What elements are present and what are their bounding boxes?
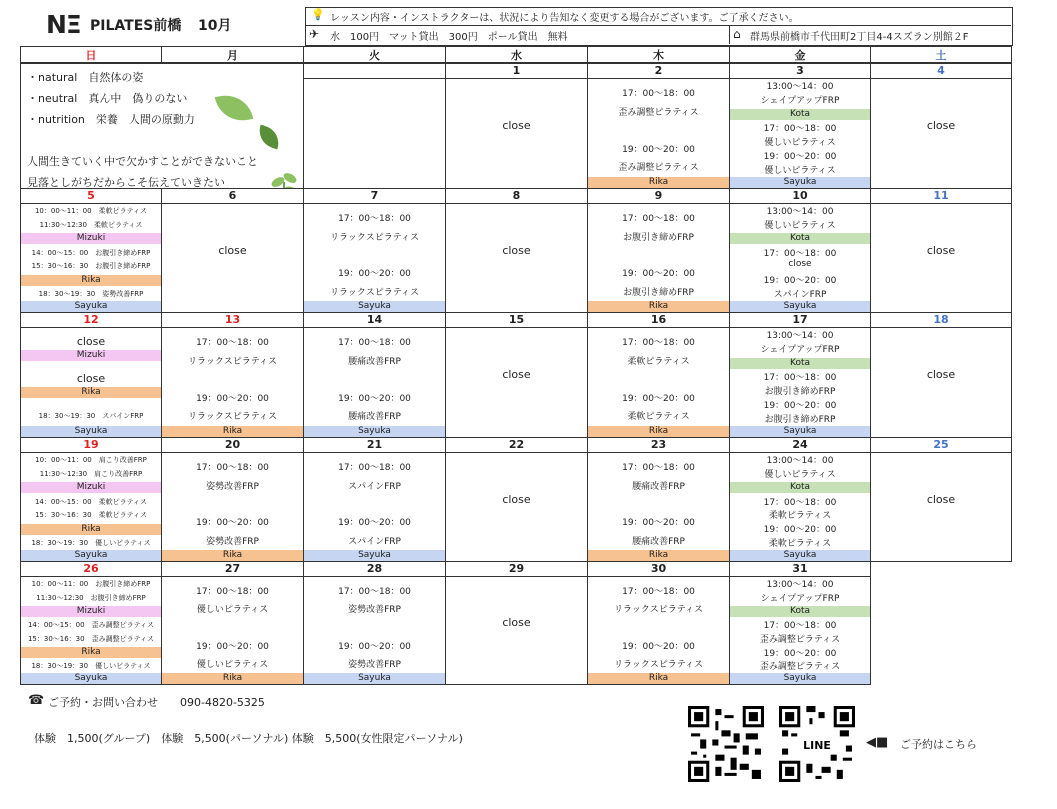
lesson-line: 17：00〜18：00 [763, 497, 837, 508]
lesson-line: 14：00〜15：00 柔軟ピラティス [34, 497, 148, 506]
day-cell [870, 188, 1012, 313]
instructor-band: Rika [588, 426, 729, 437]
instructor-band: Kota [730, 358, 870, 369]
instructor-band: Mizuki [21, 482, 161, 493]
lesson-line: 19：00〜20：00 [763, 152, 837, 162]
lesson-line: 17：00〜18：00 [622, 338, 695, 349]
instructor-band: Kota [730, 606, 870, 617]
closed-label: close [502, 243, 531, 257]
day-cell [587, 437, 730, 562]
closed-label: close [502, 492, 531, 506]
notice-column-divider [729, 25, 730, 44]
lesson-line: 10：00〜11：00 肩こり改善FRP [35, 456, 147, 464]
lesson-line: 13:00〜14：00 [766, 456, 834, 466]
lesson-line: 19：00〜20：00 [763, 276, 837, 287]
day-cell [20, 312, 162, 438]
closed-label: close [926, 368, 956, 381]
day-cell [161, 437, 304, 562]
lesson-line: 19：00〜20：00 [622, 269, 695, 280]
day-cell [587, 188, 730, 313]
lesson-line: 19：00〜20：00 [763, 525, 837, 536]
price-text: 水 100円 マット貸出 300円 ポール貸出 無料 [330, 32, 568, 43]
lesson-line: 腰痛改善FRP [348, 356, 401, 367]
trial-prices: 体験 1,500(グループ) 体験 5,500(パーソナル) 体験 5,500(女性限定パーソナル) [34, 732, 463, 745]
lesson-line: 17：00〜18：00 [196, 587, 269, 598]
instructor-band: Sayuka [304, 673, 445, 684]
lesson-line: 18：30〜19：30 スパインFRP [38, 412, 144, 421]
lesson-line: シェイプアップFRP [760, 345, 840, 355]
instructor-band: Mizuki [21, 606, 161, 617]
day-cell [303, 188, 446, 313]
concept-line: 人間生きていく中で欠かすことができないこと [27, 155, 258, 168]
day-number: 27 [162, 562, 303, 577]
concept-line: ・nutrition 栄養 人間の原動力 [27, 113, 195, 126]
day-number: 23 [588, 438, 729, 453]
concept-line: 見落としがちだからこそ伝えていきたい [27, 176, 225, 189]
lesson-line: スパインFRP [348, 481, 401, 492]
lesson-line: 17：00〜18：00 [622, 214, 695, 225]
lesson-line: 19：00〜20：00 [763, 648, 837, 659]
notice-divider [305, 25, 1011, 26]
day-cell [729, 437, 871, 562]
day-cell [161, 561, 304, 685]
day-cell [587, 561, 730, 685]
instructor-band: Rika [162, 673, 303, 684]
day-cell [729, 312, 871, 438]
lesson-line: 優しいピラティス [764, 469, 836, 480]
lesson-line: 優しいピラティス [764, 166, 836, 176]
day-cell [20, 561, 162, 685]
instructor-band: Sayuka [730, 550, 870, 561]
lesson-line: 17：00〜18：00 [763, 373, 837, 383]
day-number: 2 [588, 64, 729, 79]
day-number: 6 [162, 189, 303, 204]
address-text: 群馬県前橋市千代田町2丁目4-4スズラン別館２F [750, 32, 969, 43]
lesson-line: リラックスピラティス [613, 659, 703, 670]
instructor-band: Rika [588, 177, 729, 188]
lesson-line: 歪み調整ピラティス [759, 662, 841, 673]
instructor-band: Rika [162, 550, 303, 561]
weekday-header: 木 [587, 46, 730, 63]
day-number: 16 [588, 313, 729, 328]
lesson-line: 優しいピラティス [764, 138, 836, 148]
booking-label: ご予約はこちら [900, 738, 977, 751]
instructor-band: Kota [730, 109, 870, 120]
day-number: 3 [730, 64, 870, 79]
lesson-line: 腰痛改善FRP [632, 481, 685, 492]
day-number: 18 [871, 313, 1011, 328]
lesson-line: シェイプアップFRP [760, 96, 840, 106]
lesson-line: 13:00〜14：00 [766, 207, 834, 217]
lesson-line: 19：00〜20：00 [196, 641, 269, 652]
concept-line: ・natural 自然体の姿 [27, 71, 144, 84]
lesson-line: 18：30〜19：30 姿勢改善FRP [38, 290, 144, 299]
lesson-line: 柔軟ピラティス [627, 356, 690, 367]
day-cell [445, 437, 588, 562]
instructor-band: Rika [162, 426, 303, 437]
lesson-line: 17：00〜18：00 [338, 214, 411, 225]
leaf-icon [255, 124, 284, 149]
day-number: 24 [730, 438, 870, 453]
lesson-line: スパインFRP [348, 536, 401, 547]
day-number: 12 [21, 313, 161, 328]
day-cell [303, 63, 446, 189]
instructor-band: Sayuka [21, 426, 161, 437]
day-cell [729, 188, 871, 313]
lesson-line: シェイプアップFRP [760, 593, 840, 604]
closed-label: close [926, 119, 956, 132]
instructor-band: Rika [21, 387, 161, 398]
day-number: 7 [304, 189, 445, 204]
lesson-line: 19：00〜20：00 [196, 518, 269, 529]
lesson-line: 姿勢改善FRP [206, 536, 259, 547]
lesson-line: 17：00〜18：00 [196, 463, 269, 474]
lesson-line: 歪み調整ピラティス [618, 107, 699, 118]
day-number: 4 [871, 64, 1011, 79]
lightbulb-icon: 💡 [311, 8, 325, 21]
lesson-line: 11:30〜12:30 柔軟ピラティス [39, 220, 143, 229]
lesson-line: リラックスピラティス [187, 356, 277, 367]
day-number: 5 [21, 189, 161, 204]
lesson-line: 優しいピラティス [764, 220, 836, 231]
lesson-line: 10：00〜11：00 柔軟ピラティス [34, 207, 148, 215]
lesson-line: 17：00〜18：00 [622, 463, 695, 474]
instructor-band: Rika [588, 673, 729, 684]
day-number: 15 [446, 313, 587, 328]
lesson-line: close [76, 372, 106, 386]
day-number: 10 [730, 189, 870, 204]
instructor-band: Kota [730, 482, 870, 493]
day-number: 25 [871, 438, 1011, 453]
phone-icon: ☎ [28, 693, 45, 708]
concept-line: ・neutral 真ん中 偽りのない [27, 92, 188, 105]
lesson-line: 腰痛改善FRP [632, 536, 685, 547]
calendar [20, 46, 1012, 686]
day-cell [303, 437, 446, 562]
lesson-line: 優しいピラティス [196, 605, 269, 616]
instructor-band: Rika [588, 550, 729, 561]
day-cell [587, 312, 730, 438]
lesson-line: 姿勢改善FRP [206, 481, 259, 492]
studio-name: PILATES前橋 [90, 18, 182, 34]
lesson-line: お腹引き締めFRP [764, 387, 836, 397]
instructor-band: Sayuka [21, 301, 161, 312]
lesson-line: 19：00〜20：00 [622, 144, 695, 155]
day-number: 22 [446, 438, 587, 453]
lesson-line: リラックスピラティス [329, 232, 419, 243]
lesson-line: 18：30〜19：30 優しいピラティス [31, 539, 151, 548]
lesson-line: お腹引き締めFRP [623, 232, 694, 243]
sprout-icon [269, 168, 299, 189]
instructor-band: Rika [21, 647, 161, 658]
lesson-line: 柔軟ピラティス [768, 511, 832, 522]
lesson-line: 17：00〜18：00 [196, 338, 269, 349]
weekday-header: 火 [303, 46, 446, 63]
lesson-line: 歪み調整ピラティス [618, 163, 699, 174]
day-number: 30 [588, 562, 729, 577]
day-number: 31 [730, 562, 870, 577]
day-cell [303, 312, 446, 438]
lesson-line: 17：00〜18：00 [338, 463, 411, 474]
concept-line [27, 130, 258, 151]
lesson-line: 歪み調整ピラティス [759, 634, 841, 645]
instructor-band: Sayuka [21, 673, 161, 684]
lesson-line: お腹引き締めFRP [764, 415, 836, 425]
lesson-line: リラックスピラティス [187, 412, 277, 423]
lesson-line: 姿勢改善FRP [348, 659, 401, 670]
lesson-line: 17：00〜18：00 [763, 124, 837, 134]
instructor-band: Sayuka [304, 426, 445, 437]
closed-label: close [502, 368, 531, 381]
day-cell [445, 312, 588, 438]
lesson-line: 15：30〜16：30 お腹引き締めFRP [31, 262, 151, 271]
day-cell [587, 63, 730, 189]
day-cell [870, 437, 1012, 562]
lesson-line: 19：00〜20：00 [622, 641, 695, 652]
day-cell [161, 312, 304, 438]
day-number: 20 [162, 438, 303, 453]
qr-code-line[interactable] [779, 706, 855, 782]
instructor-band: Sayuka [730, 301, 870, 312]
instructor-band: Kota [730, 233, 870, 244]
day-number: 29 [446, 562, 587, 577]
instructor-band: Rika [21, 524, 161, 535]
lesson-line: 15：30〜16：30 柔軟ピラティス [34, 511, 148, 520]
lesson-line: 17：00〜18：00 [338, 587, 411, 598]
instructor-band: Mizuki [21, 350, 161, 361]
qr-code-booking[interactable] [688, 706, 764, 782]
arrow-left-icon: ◀■ [866, 735, 889, 750]
lesson-line: スパインFRP [773, 290, 827, 301]
lesson-line: 15：30〜16：30 歪み調整ピラティス [27, 634, 155, 643]
lesson-line: 姿勢改善FRP [348, 605, 401, 616]
instructor-band: Sayuka [304, 550, 445, 561]
closed-label: close [218, 243, 247, 257]
instructor-band: Sayuka [730, 426, 870, 437]
closed-label: close [502, 616, 531, 629]
lesson-line: 腰痛改善FRP [348, 412, 401, 423]
day-number: 1 [446, 64, 587, 79]
qr-line-label: LINE [803, 739, 831, 753]
day-cell [303, 561, 446, 685]
instructor-band: Sayuka [730, 673, 870, 684]
lesson-line: 10：00〜11：00 お腹引き締めFRP [31, 580, 151, 588]
day-cell [161, 188, 304, 313]
lesson-line: 19：00〜20：00 [196, 393, 269, 404]
instructor-band: Rika [588, 301, 729, 312]
day-cell [20, 188, 162, 313]
phone-contact[interactable]: ご予約・お問い合わせ 090-4820-5325 [48, 696, 265, 709]
instructor-band: Mizuki [21, 233, 161, 244]
notice-text: レッスン内容・インストラクターは、状況により告知なく変更する場合がございます。ご了承ください。 [330, 13, 799, 24]
day-cell [445, 63, 588, 189]
day-cell [870, 312, 1012, 438]
day-cell [445, 188, 588, 313]
lesson-line: 14：00〜15：00 歪み調整ピラティス [27, 621, 155, 630]
lesson-line: 14：00〜15：00 お腹引き締めFRP [31, 248, 151, 257]
lesson-line: 13:00〜14：00 [766, 580, 834, 590]
day-number: 26 [21, 562, 161, 577]
day-number: 11 [871, 189, 1011, 204]
lesson-line: 17：00〜18：00 [763, 621, 837, 632]
instructor-band: Sayuka [21, 550, 161, 561]
day-number: 21 [304, 438, 445, 453]
day-cell [729, 561, 871, 685]
instructor-band: Sayuka [304, 301, 445, 312]
lesson-line: お腹引き締めFRP [623, 287, 694, 298]
lesson-line: 19：00〜20：00 [763, 401, 837, 411]
weekday-header: 土 [870, 46, 1012, 63]
day-number: 17 [730, 313, 870, 328]
day-number: 19 [21, 438, 161, 453]
lesson-line: close [788, 259, 812, 270]
house-icon: ⌂ [733, 27, 741, 41]
lesson-line: close [76, 335, 106, 349]
lesson-line: 19：00〜20：00 [338, 269, 411, 280]
weekday-header: 日 [20, 46, 162, 63]
day-cell [870, 63, 1012, 189]
weekday-header: 月 [161, 46, 304, 63]
lesson-line: 19：00〜20：00 [622, 393, 695, 404]
closed-label: close [926, 492, 956, 506]
weekday-header: 水 [445, 46, 588, 63]
day-cell [729, 63, 871, 189]
instructor-band: Rika [21, 275, 161, 286]
lesson-line: 17：00〜18：00 [622, 89, 695, 100]
closed-label: close [926, 243, 956, 257]
lesson-line: 優しいピラティス [196, 659, 269, 670]
lesson-line: 19：00〜20：00 [338, 518, 411, 529]
lesson-line: リラックスピラティス [613, 605, 703, 616]
concept-box [20, 63, 304, 189]
day-cell [445, 561, 588, 685]
logo: NΞ [46, 10, 81, 39]
instructor-band: Sayuka [730, 177, 870, 188]
lesson-line: 19：00〜20：00 [338, 641, 411, 652]
lesson-line: リラックスピラティス [329, 287, 419, 298]
day-number: 8 [446, 189, 587, 204]
lesson-line: 13:00〜14：00 [766, 82, 834, 92]
weekday-header: 金 [729, 46, 871, 63]
concept-text [27, 67, 258, 189]
lesson-line: 柔軟ピラティス [768, 539, 832, 550]
pin-icon: ✈ [309, 27, 320, 41]
day-number: 14 [304, 313, 445, 328]
lesson-line: 柔軟ピラティス [627, 412, 690, 423]
day-cell [20, 437, 162, 562]
lesson-line: 17：00〜18：00 [622, 587, 695, 598]
lesson-line: 19：00〜20：00 [338, 393, 411, 404]
lesson-line: 19：00〜20：00 [622, 518, 695, 529]
day-number: 9 [588, 189, 729, 204]
lesson-line: 13:00〜14：00 [766, 331, 834, 341]
month-title: 10月 [198, 18, 232, 34]
lesson-line: 17：00〜18：00 [338, 338, 411, 349]
day-number [304, 64, 445, 79]
lesson-line: 11:30〜12:30 お腹引き締めFRP [36, 593, 146, 602]
day-number: 13 [162, 313, 303, 328]
day-number: 28 [304, 562, 445, 577]
lesson-line: 18：30〜19：30 優しいピラティス [31, 662, 151, 671]
closed-label: close [502, 119, 531, 132]
lesson-line: 11:30〜12:30 肩こり改善FRP [39, 469, 143, 478]
lesson-line: 17：00〜18：00 [763, 248, 837, 259]
